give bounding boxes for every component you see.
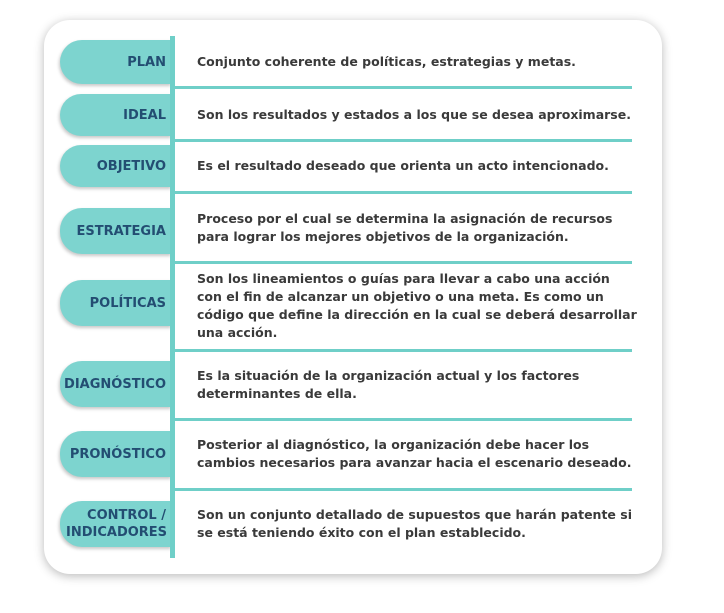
term-label: ESTRATEGIA [76,223,166,239]
row-separator [174,139,632,142]
row-separator [174,86,632,89]
term-pill-plan [60,40,172,84]
term-label: POLÍTICAS [89,295,166,311]
term-pill-politicas [60,280,172,326]
term-pill-diagnostico [60,361,172,407]
term-label: PRONÓSTICO [69,446,166,462]
row-separator [174,418,632,421]
term-label: PLAN [127,54,166,70]
definition-plan: Conjunto coherente de políticas, estrategias y metas. [197,54,576,69]
term-label: CONTROL / INDICADORES [66,508,168,540]
row-separator [174,191,632,194]
definition-objetivo: Es el resultado deseado que orienta un acto intencionado. [197,158,609,173]
term-pill-objetivo [60,145,172,187]
definition-politicas: Son los lineamientos o guías para llevar a cabo una acción con el fin de alcanzar un objetivo o una meta. Es como un código que define la dirección en la cual se deberá desarrollar una acción. [197,271,637,340]
term-pill-control-indicadores [60,501,172,547]
term-label: IDEAL [123,107,166,123]
vertical-divider [170,36,175,558]
definition-pronostico: Posterior al diagnóstico, la organización debe hacer los cambios necesarios para avanzar hacia el escenario deseado. [197,437,632,470]
row-separator [174,261,632,264]
term-pill-pronostico [60,431,172,477]
definition-control-indicadores: Son un conjunto detallado de supuestos que harán patente si se está teniendo éxito con el plan establecido. [197,507,632,540]
definition-diagnostico: Es la situación de la organización actual y los factores determinantes de ella. [197,368,580,401]
row-separator [174,488,632,491]
term-label: DIAGNÓSTICO [64,376,166,392]
definition-ideal: Son los resultados y estados a los que se desea aproximarse. [197,107,631,122]
term-pill-estrategia [60,208,172,254]
definition-estrategia: Proceso por el cual se determina la asignación de recursos para lograr los mejores objetivos de la organización. [197,211,613,244]
term-pill-ideal [60,94,172,136]
term-label: OBJETIVO [96,158,166,174]
row-separator [174,349,632,352]
